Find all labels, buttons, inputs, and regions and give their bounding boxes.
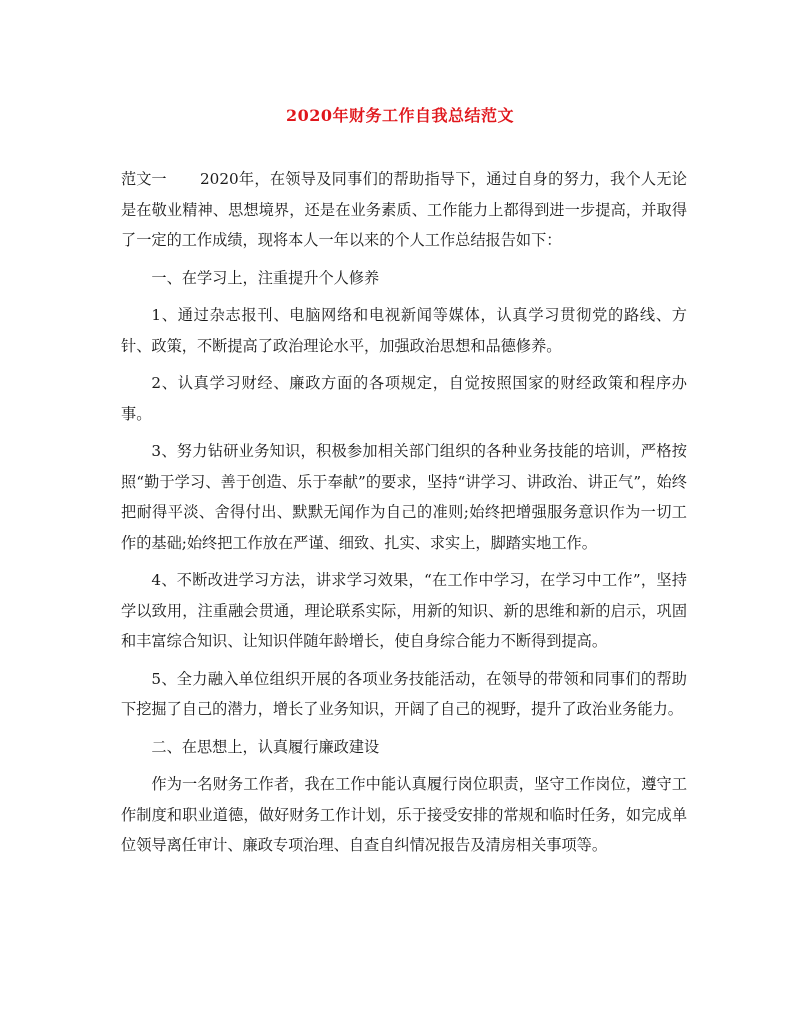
paragraph-finance-duties: 作为一名财务工作者，我在工作中能认真履行岗位职责，坚守工作岗位，遵守工作制度和职业道德，做好财务工作计划，乐于接受安排的常规和临时任务，如完成单位领导离任审计、廉政专项治理、自查自纠情况报告及清房相关事项等。 <box>121 775 687 854</box>
paragraph-item-2: 2、认真学习财经、廉政方面的各项规定，自觉按照国家的财经政策和程序办事。 <box>121 374 687 423</box>
intro-text: 2020年，在领导及同事们的帮助指导下，通过自身的努力，我个人无论是在敬业精神、思想境界，还是在业务素质、工作能力上都得到进一步提高，并取得了一定的工作成绩，现将本人一年以来的个人工作总结报告如下： <box>121 170 687 249</box>
intro-paragraph <box>121 164 687 256</box>
document-body <box>121 164 687 868</box>
section-heading-study: 一、在学习上，注重提升个人修养 <box>151 268 380 287</box>
paragraph-item-4: 4、不断改进学习方法，讲求学习效果，“在工作中学习，在学习中工作”，坚持学以致用，注重融会贯通，理论联系实际，用新的知识、新的思维和新的启示，巩固和丰富综合知识、让知识伴随年龄增长，使自身综合能力不断得到提高。 <box>121 571 687 650</box>
intro-label: 范文一 <box>121 170 167 188</box>
paragraph-item-1: 1、通过杂志报刊、电脑网络和电视新闻等媒体，认真学习贯彻党的路线、方针、政策，不断提高了政治理论水平，加强政治思想和品德修养。 <box>121 306 687 355</box>
document-title: 2020年财务工作自我总结范文 <box>285 106 515 125</box>
paragraph-item-5: 5、全力融入单位组织开展的各项业务技能活动，在领导的带领和同事们的帮助下挖掘了自己的潜力，增长了业务知识，开阔了自己的视野，提升了政治业务能力。 <box>121 669 687 718</box>
section-heading-integrity: 二、在思想上，认真履行廉政建设 <box>151 737 380 756</box>
paragraph-item-3: 3、努力钻研业务知识，积极参加相关部门组织的各种业务技能的培训，严格按照“勤于学习、善于创造、乐于奉献”的要求，坚持“讲学习、讲政治、讲正气”，始终把耐得平淡、舍得付出、默默无闻作为自己的准则;始终把增强服务意识作为一切工作的基础;始终把工作放在严谨、细致、扎实、求实上，脚踏实地工作。 <box>121 442 687 552</box>
